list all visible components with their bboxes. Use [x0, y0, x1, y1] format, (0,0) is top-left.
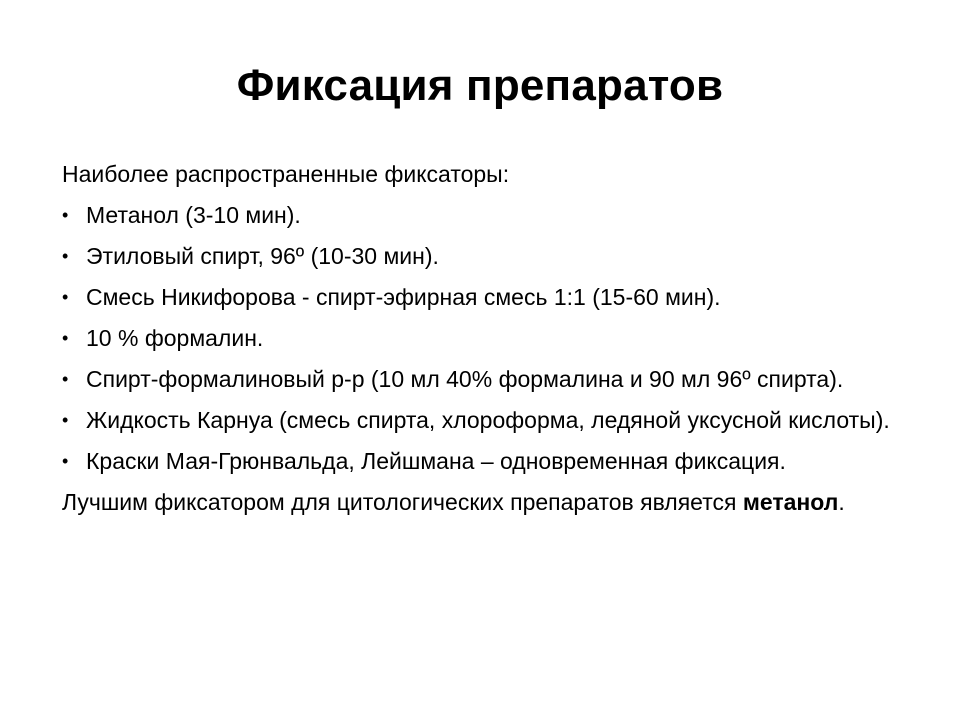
- bullet-icon: •: [62, 410, 69, 430]
- intro-text: Наиболее распространенные фиксаторы:: [62, 161, 510, 187]
- list-item: [62, 281, 902, 313]
- bullet-icon: •: [62, 246, 69, 266]
- list-item: [62, 322, 902, 354]
- list-item-text: Спирт-формалиновый р-р (10 мл 40% формалина и 90 мл 96º спирта).: [86, 366, 844, 392]
- list-item-text: Метанол (3-10 мин).: [86, 202, 301, 228]
- list-item: [62, 240, 902, 272]
- list-item: [62, 363, 902, 395]
- list-item-text: Жидкость Карнуа (смесь спирта, хлороформа, ледяной уксусной кислоты).: [86, 407, 890, 433]
- fixatives-list: [62, 199, 902, 477]
- list-item: [62, 199, 902, 231]
- list-item: [62, 445, 902, 477]
- bullet-icon: •: [62, 328, 69, 348]
- conclusion-text: [62, 486, 902, 518]
- list-item: [62, 404, 902, 436]
- conclusion-lead: Лучшим фиксатором для цитологических препаратов является: [62, 489, 743, 515]
- bullet-icon: •: [62, 287, 69, 307]
- bullet-icon: •: [62, 451, 69, 471]
- conclusion-emphasis: метанол: [742, 489, 839, 515]
- slide-content: [62, 158, 902, 518]
- list-item-text: 10 % формалин.: [86, 325, 264, 351]
- list-item-text: Краски Мая-Грюнвальда, Лейшмана – одновременная фиксация.: [86, 448, 786, 474]
- slide-title: Фиксация препаратов: [236, 61, 724, 110]
- list-item-text: Смесь Никифорова - спирт-эфирная смесь 1:1 (15-60 мин).: [86, 284, 721, 310]
- bullet-icon: •: [62, 369, 69, 389]
- bullet-icon: •: [62, 205, 69, 225]
- conclusion-end: .: [838, 489, 845, 515]
- list-item-text: Этиловый спирт, 96º (10-30 мин).: [86, 243, 439, 269]
